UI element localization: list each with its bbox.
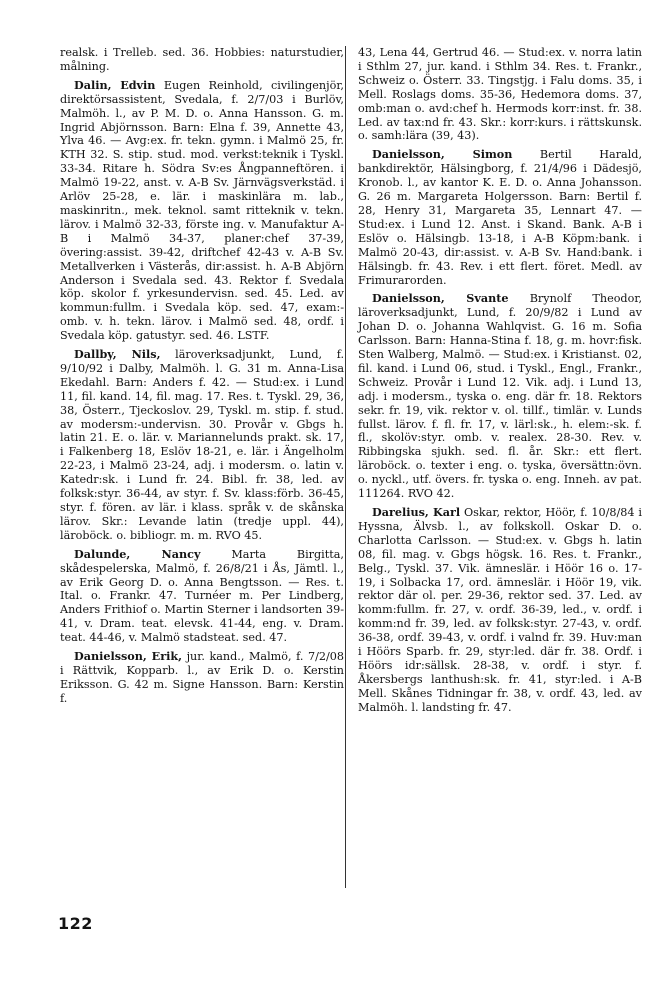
entry-name: Dallby, Nils, <box>74 347 161 362</box>
right-column <box>358 46 642 720</box>
entry-text: läroverksadjunkt, Lund, f. 9/10/92 i Dalby, Malmöh. l. G. 31 m. Anna-Lisa Ekedahl. Barn: Anders f. 42. — Stud:ex. i Lund 11, fil. kand. 14, fil. mag. 17. Res. t. Tyskl. 29, 36, 38, Österr., Tjeckoslov. 29, Tyskl. m. stip. f. stud. av modersm:-undervisn. 30. Provår v. Gbgs h. latin 21. E. o. lär. v. Mariannelunds prakt. sk. 17, i Falkenberg 18, Eslöv 18-21, e. lär. i Ängelholm 22-23, i Malmö 23-24, adj. i modersm. o. latin v. Katedr:sk. i Lund fr. 24. Bibl. fr. 38, led. av folksk:styr. 36-44, av styr. f. Sv. klass:förb. 36-45, styr. f. fören. av lär. i klass. språk v. de skånska lärov. Skr.: Levande latin (tredje uppl. 44), läroböck. o. bibliogr. m. m. RVO 45. <box>60 348 345 542</box>
entry-text: Marta Birgitta, skådespelerska, Malmö, f. 26/8/21 i Ås, Jämtl. l., av Erik Georg D. o. Anna Bengtsson. — Res. t. Ital. o. Frankr. 47. Turnéer m. Per Lindberg, Anders Frithiof o. Martin Sterner i landsorten 39-41, v. Dram. teat. elevsk. 41-44, eng. v. Dram. teat. 44-46, v. Malmö stadsteat. sed. 47. <box>60 547 344 645</box>
entry-name: Danielsson, Simon <box>372 147 513 162</box>
left-column <box>60 46 344 711</box>
entry-text: Brynolf Theodor, läroverksadjunkt, Lund, f. 20/9/82 i Lund av Johan D. o. Johanna Wahlqvist. G. 16 m. Sofia Carlsson. Barn: Hanna-Stina f. 18, g. m. hovr:fisk. Sten Walberg, Malmö. — Stud:ex. i Kristianst. 02, fil. kand. i Lund 06, stud. i Tyskl., Engl., Frankr., Schweiz. Provår i Lund 12. Vik. adj. i Lund 13, adj. i modersm., tyska o. eng. där fr. 18. Rektors sekr. fr. 19, vik. rektor v. ol. tillf., timlär. v. Lunds fullst. lärov. f. fl. fr. 17, v. lärl:sk., h. elem:-sk. f. fl., skolöv:styr. omb. v. realex. 28-30. Rev. v. Ribbingska sjukh. sed. fl. år. Skr.: ett flert. läroböck. o. texter i eng. o. tyska, översättn:övn. o. nyckl., utf. övers. fr. tyska o. eng. Inneh. av pat. 111264. RVO 42. <box>358 292 643 501</box>
entry-text: Bertil Harald, bankdirektör, Hälsingborg, f. 21/4/96 i Dädesjö, Kronob. l., av kantor K. E. D. o. Anna Johansson. G. 26 m. Margareta Holgersson. Barn: Bertil f. 28, Henry 31, Margareta 35, Lennart 47. — Stud:ex. i Lund 12. Anst. i Skand. Bank. A-B i Eslöv o. Hälsingb. 13-18, i A-B Köpm:bank. i Malmö 20-43, dir:assist. v. A-B Sv. Hand:bank. i Hälsingb. fr. 43. Rev. i ett flert. föret. Medl. av Frimurarorden. <box>358 148 643 287</box>
page-number: 122 <box>58 914 93 933</box>
entry-continuation <box>358 46 642 143</box>
column-divider <box>345 46 346 888</box>
entry-dalunde-nancy <box>60 548 344 645</box>
entry-text: Oskar, rektor, Höör, f. 10/8/84 i Hyssna, Älvsb. l., av folkskoll. Oskar D. o. Charlotta Carlsson. — Stud:ex. v. Gbgs h. latin 08, fil. mag. v. Gbgs högsk. 16. Res. t. Frankr., Belg., Tyskl. 37. Vik. ämneslär. i Höör 16 o. 17-19, i Solbacka 17, ord. ämneslär. i Höör 19, vik. rektor där ol. per. 29-36, rektor sed. 37. Led. av komm:fullm. fr. 27, v. ordf. 36-39, led., v. ordf. i komm:nd fr. 39, led. av folksk:styr. 27-43, v. ordf. 36-38, ordf. 39-43, v. ordf. i valnd fr. 39. Huv:man i Höörs Sparb. fr. 29, styr:led. där fr. 38. Ordf. i Höörs idr:sällsk. 28-38, v. ordf. i styr. f. Åkersbergs lanthush:sk. fr. 41, styr:led. i A-B Mell. Skånes Tidningar fr. 38, v. ordf. 43, led. av Malmöh. l. landsting fr. 47. <box>358 506 642 714</box>
entry-text: Eugen Reinhold, civilingenjör, direktörsassistent, Svedala, f. 2/7/03 i Burlöv, Malmöh. l., av P. M. D. o. Anna Hansson. G. m. Ingrid Abjörnsson. Barn: Elna f. 39, Annette 43, Ylva 46. — Avg:ex. fr. tekn. gymn. i Malmö 25, fr. KTH 32. S. stip. stud. mod. verkst:teknik i Tyskl. 33-34. Ritare h. Södra Sv:es Ångpanneftören. i Malmö 19-22, anst. v. A-B Sv. Järnvägsverkstäd. i Arlöv 25-28, e. lär. i maskinlära m. lab., maskinritn., mek. teknol. samt ritteknik v. tekn. lärov. i Malmö 32-33, förste ing. v. Manufaktur A-B i Malmö 34-37, planer:chef 37-39, övering:assist. 39-42, driftchef 42-43 v. A-B Sv. Metallverken i Västerås, dir:assist. h. A-B Abjörn Anderson i Svedala sed. 43. Rektor f. Svedala köp. skolor f. yrkesundervisn. sed. 45. Led. av kommun:fullm. i Svedala köp. sed. 47, exam:-omb. v. h. tekn. lärov. i Malmö sed. 48, ordf. i Svedala köp. gatustyr. sed. 46. LSTF. <box>60 78 344 343</box>
entry-text: 43, Lena 44, Gertrud 46. — Stud:ex. v. norra latin i Sthlm 27, jur. kand. i Sthlm 34. Res. t. Frankr., Schweiz o. Österr. 33. Tingstjg. i Falu doms. 35, i Mell. Roslags doms. 35-36, Hedemora doms. 37, omb:man o. avd:chef h. Hermods korr:inst. fr. 38. Led. av tax:nd fr. 43. Skr.: korr:kurs. i rättskunsk. o. samh:lära (39, 43). <box>358 46 642 143</box>
entry-dallby-nils <box>60 348 344 543</box>
entry-name: Dalunde, Nancy <box>74 546 201 561</box>
entry-name: Darelius, Karl <box>372 505 461 519</box>
entry-continuation <box>60 46 344 74</box>
entry-darelius-karl <box>358 506 642 715</box>
entry-name: Dalin, Edvin <box>74 77 156 92</box>
entry-text: realsk. i Trelleb. sed. 36. Hobbies: naturstudier, målning. <box>60 46 344 73</box>
entry-danielsson-svante <box>358 292 642 501</box>
entry-dalin-edvin <box>60 79 344 343</box>
entry-danielsson-erik <box>60 650 344 706</box>
entry-danielsson-simon <box>358 148 642 287</box>
entry-text: jur. kand., Malmö, f. 7/2/08 i Rättvik, Kopparb. l., av Erik D. o. Kerstin Eriksson. G. 42 m. Signe Hansson. Barn: Kerstin f. <box>60 650 344 705</box>
entry-name: Danielsson, Erik, <box>74 649 183 664</box>
entry-name: Danielsson, Svante <box>372 291 509 306</box>
